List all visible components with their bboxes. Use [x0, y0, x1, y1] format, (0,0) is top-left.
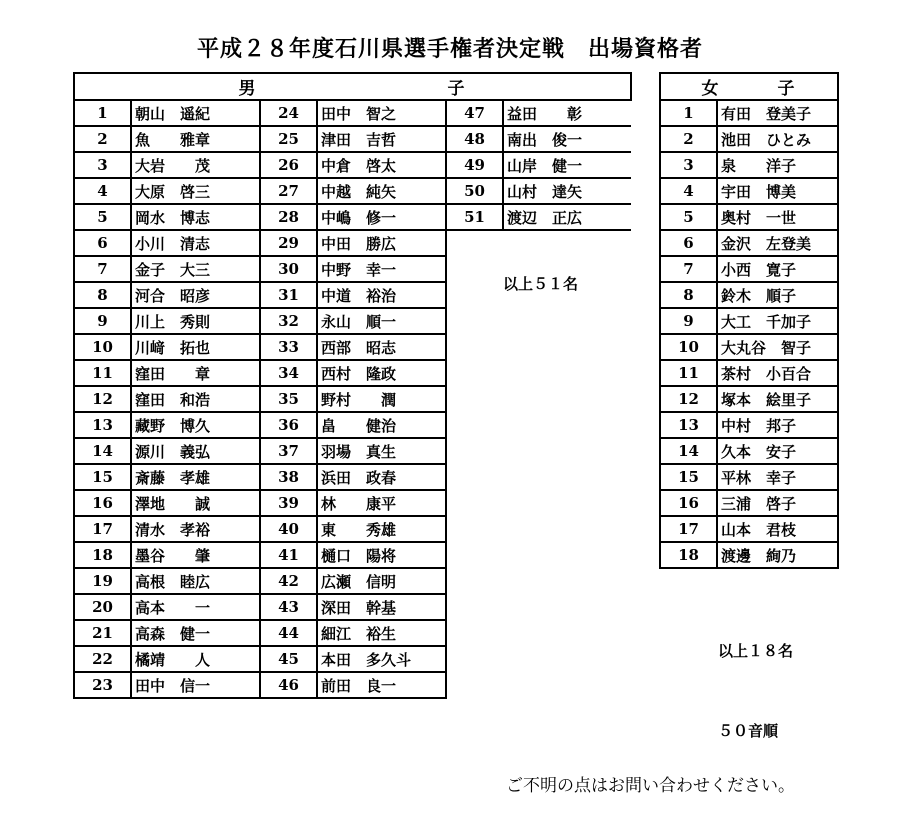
- player-number: 13: [74, 412, 131, 438]
- player-name: 塚本 絵里子: [717, 386, 838, 412]
- player-number: 5: [660, 204, 717, 230]
- player-number: 6: [660, 230, 717, 256]
- player-number: 7: [660, 256, 717, 282]
- player-number: 4: [660, 178, 717, 204]
- table-row: [660, 100, 838, 126]
- player-number: 31: [260, 282, 317, 308]
- table-row: [74, 152, 631, 178]
- player-number: 30: [260, 256, 317, 282]
- player-name: 高森 健一: [131, 620, 260, 646]
- player-name: 前田 良一: [317, 672, 446, 698]
- table-row: [660, 516, 838, 542]
- player-name: 羽場 真生: [317, 438, 446, 464]
- table-row: [660, 438, 838, 464]
- player-number: 19: [74, 568, 131, 594]
- player-number: 50: [446, 178, 503, 204]
- player-number: 16: [74, 490, 131, 516]
- player-name: 中村 邦子: [717, 412, 838, 438]
- player-name: 魚 雅章: [131, 126, 260, 152]
- table-row: [74, 204, 631, 230]
- player-number: 8: [74, 282, 131, 308]
- player-number: 43: [260, 594, 317, 620]
- player-name: 三浦 啓子: [717, 490, 838, 516]
- contact-note: ご不明の点はお問い合わせください。: [506, 776, 795, 796]
- player-name: 金子 大三: [131, 256, 260, 282]
- player-number: 11: [660, 360, 717, 386]
- player-number: 17: [660, 516, 717, 542]
- player-number: 49: [446, 152, 503, 178]
- player-name: 橘靖 人: [131, 646, 260, 672]
- player-name: 渡辺 正広: [503, 204, 631, 230]
- player-number: 14: [660, 438, 717, 464]
- player-number: 45: [260, 646, 317, 672]
- player-name: 中野 幸一: [317, 256, 446, 282]
- table-row: [660, 126, 838, 152]
- player-name: 泉 洋子: [717, 152, 838, 178]
- women-header: 女 子: [660, 73, 838, 100]
- player-number: 1: [660, 100, 717, 126]
- player-number: 2: [660, 126, 717, 152]
- player-name: 斎藤 孝雄: [131, 464, 260, 490]
- player-name: 鈴木 順子: [717, 282, 838, 308]
- player-name: 林 康平: [317, 490, 446, 516]
- player-name: 茶村 小百合: [717, 360, 838, 386]
- table-row: [660, 152, 838, 178]
- women-table: [659, 72, 839, 569]
- player-name: 川﨑 拓也: [131, 334, 260, 360]
- player-name: 中田 勝広: [317, 230, 446, 256]
- player-number: 7: [74, 256, 131, 282]
- player-number: 16: [660, 490, 717, 516]
- table-row: [660, 256, 838, 282]
- player-number: 13: [660, 412, 717, 438]
- player-number: 10: [74, 334, 131, 360]
- player-name: 西村 隆政: [317, 360, 446, 386]
- player-name: 大工 千加子: [717, 308, 838, 334]
- player-name: 永山 順一: [317, 308, 446, 334]
- player-name: 中倉 啓太: [317, 152, 446, 178]
- player-number: 37: [260, 438, 317, 464]
- player-name: 宇田 博美: [717, 178, 838, 204]
- player-number: 27: [260, 178, 317, 204]
- player-number: 12: [660, 386, 717, 412]
- player-number: 48: [446, 126, 503, 152]
- table-row: [660, 308, 838, 334]
- player-name: 中越 純矢: [317, 178, 446, 204]
- player-name: 小西 寛子: [717, 256, 838, 282]
- player-name: 墨谷 肇: [131, 542, 260, 568]
- player-number: 22: [74, 646, 131, 672]
- table-row: [74, 100, 631, 126]
- table-row: [74, 178, 631, 204]
- player-number: 29: [260, 230, 317, 256]
- player-name: 大原 啓三: [131, 178, 260, 204]
- player-number: 26: [260, 152, 317, 178]
- player-name: 樋口 陽将: [317, 542, 446, 568]
- player-name: 津田 吉哲: [317, 126, 446, 152]
- player-name: 山村 達矢: [503, 178, 631, 204]
- player-name: 大岩 茂: [131, 152, 260, 178]
- player-number: 5: [74, 204, 131, 230]
- player-number: 3: [660, 152, 717, 178]
- player-number: 12: [74, 386, 131, 412]
- player-number: 3: [74, 152, 131, 178]
- player-number: 32: [260, 308, 317, 334]
- table-row: [660, 386, 838, 412]
- player-name: 田中 信一: [131, 672, 260, 698]
- player-name: 窪田 和浩: [131, 386, 260, 412]
- player-number: 10: [660, 334, 717, 360]
- player-number: 34: [260, 360, 317, 386]
- men-total: 以上５１名: [503, 275, 579, 293]
- table-row: [660, 204, 838, 230]
- player-number: 20: [74, 594, 131, 620]
- table-row: [74, 126, 631, 152]
- order-note: ５０音順: [718, 722, 779, 740]
- player-name: 東 秀雄: [317, 516, 446, 542]
- player-name: 岡水 博志: [131, 204, 260, 230]
- player-number: 9: [74, 308, 131, 334]
- page-title: 平成２８年度石川県選手権者決定戦 出場資格者: [196, 36, 703, 62]
- player-name: 大丸谷 智子: [717, 334, 838, 360]
- player-number: 24: [260, 100, 317, 126]
- men-header: 男 子: [74, 73, 631, 100]
- player-name: 広瀬 信明: [317, 568, 446, 594]
- player-number: 40: [260, 516, 317, 542]
- player-name: 澤地 誠: [131, 490, 260, 516]
- player-number: 1: [74, 100, 131, 126]
- player-number: 35: [260, 386, 317, 412]
- player-name: 野村 潤: [317, 386, 446, 412]
- player-number: 17: [74, 516, 131, 542]
- player-number: 18: [74, 542, 131, 568]
- player-name: 平林 幸子: [717, 464, 838, 490]
- player-number: 15: [660, 464, 717, 490]
- player-name: 朝山 遥紀: [131, 100, 260, 126]
- player-name: 川上 秀則: [131, 308, 260, 334]
- player-name: 細江 裕生: [317, 620, 446, 646]
- player-name: 益田 彰: [503, 100, 631, 126]
- player-name: 浜田 政春: [317, 464, 446, 490]
- player-name: 藏野 博久: [131, 412, 260, 438]
- player-number: 41: [260, 542, 317, 568]
- table-row: [660, 542, 838, 568]
- table-row: [660, 230, 838, 256]
- table-row: [660, 282, 838, 308]
- player-name: 西部 昭志: [317, 334, 446, 360]
- table-row: [660, 334, 838, 360]
- player-number: 36: [260, 412, 317, 438]
- player-number: 2: [74, 126, 131, 152]
- player-name: 山本 君枝: [717, 516, 838, 542]
- table-row: [660, 360, 838, 386]
- player-name: 有田 登美子: [717, 100, 838, 126]
- player-number: 18: [660, 542, 717, 568]
- player-number: 11: [74, 360, 131, 386]
- player-name: 中嶋 修一: [317, 204, 446, 230]
- player-number: 47: [446, 100, 503, 126]
- player-number: 23: [74, 672, 131, 698]
- table-row: [74, 230, 631, 256]
- men-table: [73, 72, 632, 699]
- player-name: 山岸 健一: [503, 152, 631, 178]
- player-number: 38: [260, 464, 317, 490]
- player-number: 6: [74, 230, 131, 256]
- player-number: 9: [660, 308, 717, 334]
- player-name: 小川 清志: [131, 230, 260, 256]
- player-number: 4: [74, 178, 131, 204]
- table-row: [660, 412, 838, 438]
- player-name: 池田 ひとみ: [717, 126, 838, 152]
- player-number: 15: [74, 464, 131, 490]
- player-name: 高本 一: [131, 594, 260, 620]
- player-number: 14: [74, 438, 131, 464]
- player-name: 畠 健治: [317, 412, 446, 438]
- player-number: 33: [260, 334, 317, 360]
- table-row: [660, 464, 838, 490]
- player-name: 南出 俊一: [503, 126, 631, 152]
- player-name: 河合 昭彦: [131, 282, 260, 308]
- player-number: 21: [74, 620, 131, 646]
- player-name: 渡邊 絢乃: [717, 542, 838, 568]
- table-row: [660, 490, 838, 516]
- player-name: 深田 幹基: [317, 594, 446, 620]
- player-name: 窪田 章: [131, 360, 260, 386]
- table-row: [660, 178, 838, 204]
- player-number: 44: [260, 620, 317, 646]
- player-number: 42: [260, 568, 317, 594]
- player-name: 中道 裕治: [317, 282, 446, 308]
- player-number: 39: [260, 490, 317, 516]
- player-name: 奥村 一世: [717, 204, 838, 230]
- player-number: 8: [660, 282, 717, 308]
- player-name: 久本 安子: [717, 438, 838, 464]
- player-number: 51: [446, 204, 503, 230]
- player-number: 46: [260, 672, 317, 698]
- player-name: 源川 義弘: [131, 438, 260, 464]
- player-name: 清水 孝裕: [131, 516, 260, 542]
- player-name: 本田 多久斗: [317, 646, 446, 672]
- women-total: 以上１８名: [718, 642, 794, 660]
- player-name: 田中 智之: [317, 100, 446, 126]
- player-name: 高根 睦広: [131, 568, 260, 594]
- player-number: 25: [260, 126, 317, 152]
- player-number: 28: [260, 204, 317, 230]
- player-name: 金沢 左登美: [717, 230, 838, 256]
